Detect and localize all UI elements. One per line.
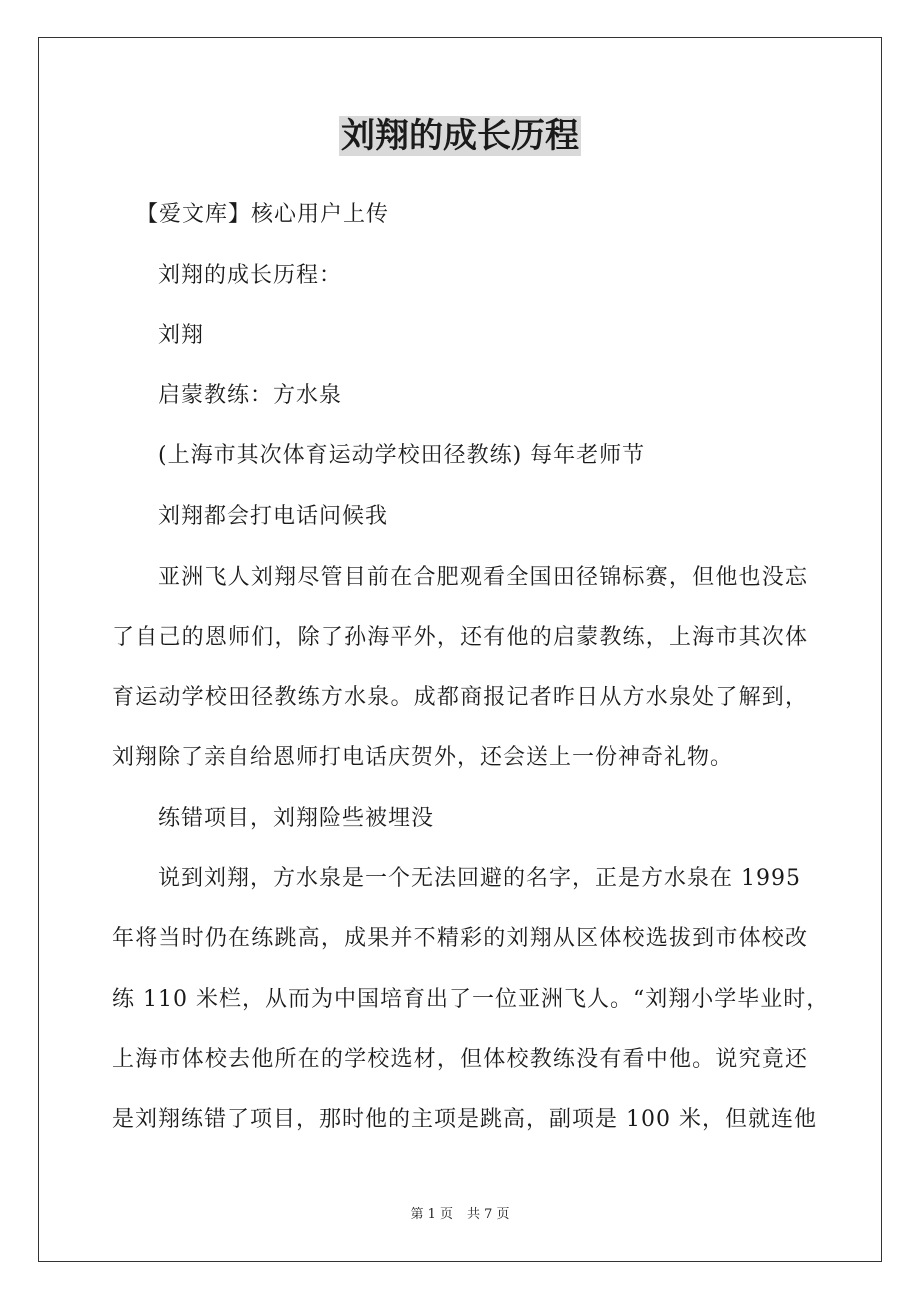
paragraph-line: 说到刘翔，方水泉是一个无法回避的名字，正是方水泉在 1995 — [158, 866, 801, 891]
section-heading: 练错项目，刘翔险些被埋没 — [158, 806, 435, 831]
paragraph-line: 上海市体校去他所在的学校选材，但体校教练没有看中他。说究竟还 — [112, 1047, 808, 1072]
paragraph-line: 刘翔 — [158, 323, 205, 348]
paragraph-line: (上海市其次体育运动学校田径教练) 每年老师节 — [158, 443, 646, 468]
paragraph-line: 年将当时仍在练跳高，成果并不精彩的刘翔从区体校选拔到市体校改 — [112, 926, 808, 951]
page-number: 第 1 页 — [410, 1207, 453, 1222]
paragraph-line: 亚洲飞人刘翔尽管目前在合肥观看全国田径锦标赛，但他也没忘 — [158, 565, 808, 590]
paragraph-line: 了自己的恩师们，除了孙海平外，还有他的启蒙教练，上海市其次体 — [112, 625, 808, 650]
paragraph-line: 刘翔都会打电话问候我 — [158, 504, 389, 529]
paragraph-line: 刘翔的成长历程： — [158, 263, 343, 288]
paragraph-line: 启蒙教练：方水泉 — [158, 383, 343, 408]
document-title: 刘翔的成长历程 — [341, 116, 579, 156]
page-total: 共 7 页 — [467, 1207, 510, 1222]
paragraph-line: 育运动学校田径教练方水泉。成都商报记者昨日从方水泉处了解到， — [112, 685, 808, 710]
paragraph-line: 是刘翔练错了项目，那时他的主项是跳高，副项是 100 米，但就连他 — [112, 1107, 817, 1132]
paragraph-line: 练 110 米栏，从而为中国培育出了一位亚洲飞人。“刘翔小学毕业时， — [112, 987, 830, 1012]
page-footer — [0, 1206, 920, 1224]
source-line: 【爱文库】核心用户上传 — [136, 202, 390, 227]
paragraph-line: 刘翔除了亲自给恩师打电话庆贺外，还会送上一份神奇礼物。 — [112, 745, 734, 770]
